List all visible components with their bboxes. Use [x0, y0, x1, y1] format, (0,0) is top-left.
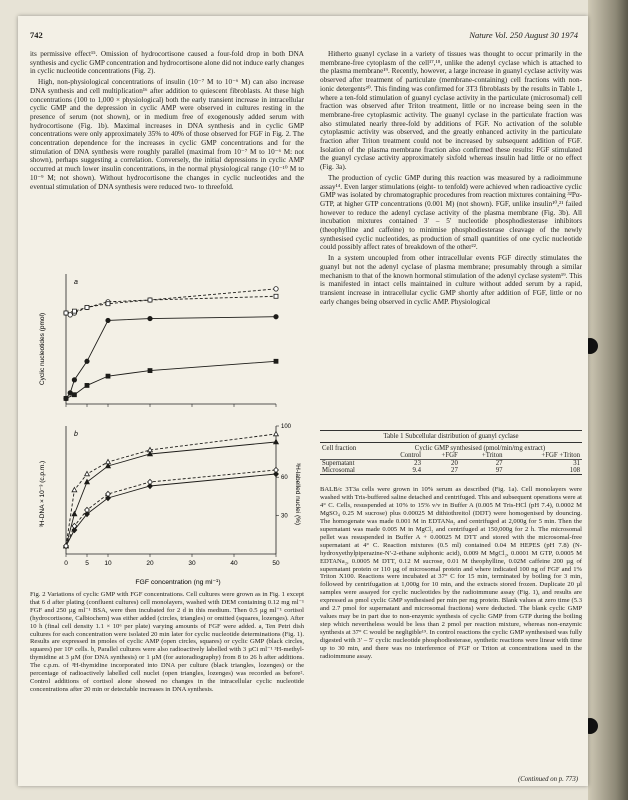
data-point: [85, 359, 89, 363]
col-header-fgf-triton: +FGF +Triton: [505, 452, 583, 460]
cell: 97: [460, 467, 505, 475]
cell: 9.4: [378, 467, 423, 475]
figure-2-chart: [30, 254, 304, 589]
data-point: [148, 298, 152, 302]
cell: 27: [423, 467, 460, 475]
series-line: [66, 317, 276, 399]
panel-b-label: b: [74, 431, 78, 438]
table-1: [320, 430, 582, 475]
continued-note: (Continued on p. 773): [517, 776, 578, 783]
data-point: [274, 359, 278, 363]
data-point: [85, 471, 90, 475]
row-label: Supernatant: [322, 460, 355, 467]
panel-b-ylabel: ³H-DNA × 10⁻³ (c.p.m.): [39, 460, 46, 528]
book-edge: [588, 0, 628, 800]
figure-caption: [30, 591, 304, 694]
col-header-triton: +Triton: [460, 452, 505, 460]
paragraph: its permissive effect¹⁵. Omission of hydrocortisone caused a four-fold drop in both DNA synthesis and cyclic GMP concentration and hydrocortisone alone did not induce early changes in cyclic nucleotide concentrations (Fig. 2).: [30, 50, 304, 76]
data-point: [72, 393, 76, 397]
series-line: [66, 442, 276, 546]
page-number: 742: [30, 30, 43, 40]
series-line: [66, 470, 276, 546]
x-tick-label: 10: [104, 560, 112, 567]
data-point: [106, 302, 110, 306]
y2-tick-label: 100: [281, 424, 292, 430]
paragraph: High, non-physiological concentrations of insulin (10⁻⁷ M to 10⁻⁶ M) can also increase DNA synthesis and cell multiplication¹⁶ after addition to quiescent fibroblasts. At these high concentrations (100 to 1,000 × physiological) both the early transient increase in intracellular cyclic GMP and the depression in cyclic AMP were observed in cultures resting in the presence of serum (not shown), or in medium free of exogenously added serum with hydrocortisone (Fig. 1b). Maximal increases in DNA synthesis and in cyclic GMP concentrations were only approximately 35% to 40% of those observed for FGF in Fig. 2. The concentration dependence for the increases in cyclic GMP concentrations and for the stimulation of DNA synthesis were roughly parallel (maximal from 10⁻⁷ M to 10⁻⁶ M: not shown), perhaps suggesting a correlation. Conversely, the initial depressions in cyclic AMP occurred at much lower insulin concentrations, in the normal physiological range (10⁻¹⁰ M to 10⁻⁹ M; not shown). Without hydrocortisone the changes in cyclic nucleotides and the eventual stimulation of DNA synthesis were reduced two- to threefold.: [30, 78, 304, 191]
data-point: [274, 294, 278, 298]
table-grid: [320, 445, 582, 475]
data-point: [68, 391, 72, 395]
cell: 20: [451, 460, 458, 467]
panel-a-label: a: [74, 279, 78, 286]
data-point: [68, 313, 72, 317]
x-axis-label: FGF concentration (ng ml⁻¹): [135, 579, 221, 586]
x-tick-label: 40: [230, 560, 238, 567]
col-header-fraction: Cell fraction: [322, 445, 357, 452]
right-column: [320, 50, 582, 308]
data-point: [148, 479, 153, 484]
data-point: [274, 439, 279, 443]
x-tick-label: 0: [64, 560, 68, 567]
table-title: Table 1 Subcellular distribution of guanyl cyclase: [320, 430, 582, 443]
caption-text: Fig. 2 Variations of cyclic GMP with FGF concentrations. Cell cultures were grown as in Fig. 1 except that 6 d after plating (confluent cultures) cell monolayers, washed with DEM containing 0.12 mg ml⁻¹ FGF and 250 µg ml⁻¹ BSA, were then incubated for 2 d in this medium. Then 0.5 µg ml⁻¹ cortisol (hydrocortisone, Calbiochem) was either added (circles, triangles) or omitted (squares, lozenges). After 10 h (final cell density 1.1 × 10⁶ per plate) varying amounts of FGF were added. a, Ten Petri dish cultures for each concentration were isolated 20 min later for cyclic nucleotide determinations (Fig. 1). Results are expressed in pmoles of cyclic AMP (open circles, squares) or cyclic GMP (black circles, squares) per 10⁶ cells. b, Parallel cultures were also radioactively labelled with 3 µCi ml⁻¹ ³H-methyl-thymidine at 3 µM (for DNA synthesis) or 1 µM (for autoradiography) from 8 to 26 h after additions. The c.p.m. of ³H-thymidine incorporated into DNA per culture (black triangles, lozenges) or the percentage of radioactively labelled cell nuclei (open triangles, lozenges) was recorded as before². Control additions of cortisol alone showed no changes in the intracellular cyclic nucleotide concentrations after 20 min or detectable increases in DNA synthesis.: [30, 591, 304, 693]
panel-a-ylabel: Cyclic nucleotides (pmol): [39, 312, 46, 386]
x-tick-label: 30: [188, 560, 196, 567]
journal-page: [18, 16, 588, 786]
table-row: [320, 460, 582, 468]
panel-b-y2label: ³H-labelled nuclei (%): [294, 462, 301, 526]
x-tick-label: 20: [146, 560, 154, 567]
data-point: [148, 369, 152, 373]
data-point: [106, 318, 110, 322]
series-line: [66, 289, 276, 315]
data-point: [72, 378, 76, 382]
data-point: [72, 487, 77, 491]
series-line: [66, 296, 276, 313]
data-point: [64, 311, 68, 315]
data-point: [274, 431, 279, 435]
series-line: [66, 434, 276, 546]
data-point: [148, 316, 152, 320]
data-point: [72, 309, 76, 313]
left-column: [30, 50, 304, 193]
data-point: [85, 507, 90, 512]
row-label: Microsomal: [320, 467, 378, 475]
series-line: [66, 361, 276, 398]
cell: 108: [505, 467, 583, 475]
data-point: [274, 315, 278, 319]
cell: 31: [573, 460, 580, 467]
cell: 27: [495, 460, 503, 467]
col-header-control: Control: [378, 452, 423, 460]
chart-marks: [64, 287, 279, 549]
cell: 23: [414, 460, 421, 467]
data-point: [72, 511, 77, 515]
journal-title: Nature Vol. 250 August 30 1974: [469, 30, 578, 40]
x-tick-label: 50: [272, 560, 280, 567]
data-point: [85, 383, 89, 387]
page-header: [30, 30, 578, 44]
data-point: [85, 479, 90, 483]
y2-tick-label: 60: [281, 475, 288, 482]
col-group-header: Cyclic GMP synthesised (pmol/min/mg extract): [414, 445, 546, 452]
paragraph: In a system uncoupled from other intracellular events FGF directly stimulates the guanyl but not the adenyl cyclase of plasma membrane; presumably through a similar mechanism to that of the known hormonal stimulation of the adenyl cyclase system¹⁹. This is manifested in intact cells maintained in culture without added serum by a rapid, transient increase in intracellular cyclic GMP shortly after addition of FGF, little or no early changes being observed in cyclic AMP. Physiological: [320, 254, 582, 306]
x-tick-label: 5: [85, 560, 89, 567]
table-methods-note: [320, 486, 582, 661]
paragraph: Hitherto guanyl cyclase in a variety of tissues was thought to occur primarily in the membrane-free cytoplasm of the cell¹⁷,¹⁸, unlike the adenyl cyclase which is attached to the plasma membrane¹⁹. Recently, however, a large increase in guanyl cyclase activity was observed after treatment of particulate (membrane-containing) cell fractions with non-ionic detergents²⁰. This finding was confirmed for 3T3 fibroblasts by the results in Table 1, where a ten-fold stimulation of guanyl cyclase activity in the particulate (microsomal) cell fraction was observed after Triton treatment, little or no increase being seen in the membrane-free cytoplasmic activity. The guanyl cyclase in the particulate fraction was also stimulated nearly three-fold by additions of FGF. No activation of the soluble cytoplasmic activity was observed, and the greatly enhanced activity in the particulate fraction after Triton treatment could not be increased by subsequent addition of FGF. Isolation of the plasma membrane fraction also confirmed these results: FGF stimulated the guanyl cyclase activity approximately sixfold whereas insulin had little or no effect (Fig. 3a).: [320, 50, 582, 172]
data-point: [106, 374, 110, 378]
figure-2: [30, 254, 304, 589]
table-row: [320, 467, 582, 475]
y2-tick-label: 30: [281, 513, 288, 520]
series-line: [66, 474, 276, 546]
data-point: [85, 305, 89, 309]
data-point: [64, 396, 68, 400]
col-header-fgf: +FGF: [423, 452, 460, 460]
paragraph: The production of cyclic GMP during this reaction was measured by a radioimmune assay¹⁴. Even larger stimulations (eight- to tenfold) were achieved when radioactive cyclic GMP was isolated by chromatographic procedures from reaction mixtures containing ³²Pα- GTP, at higher GTP concentrations (0.001 M) (not shown). FGF, unlike insulin¹⁰,²¹ failed however to reduce the adenyl cyclase activity of the plasma membrane (Fig. 3b). All incubation mixtures contained 3′ – 5′ nucleotide phosphodiesterase inhibitors (theophylline and caffeine) to minimise phosphodiesterase cleavage of the newly synthesised cyclic nucleotides, as production of small quantities of one cyclic nucleotide could possibly affect rates of breakdown of the other²².: [320, 173, 582, 252]
data-point: [274, 287, 278, 291]
methods-text: BALB/c 3T3a cells were grown in 10% serum as described (Fig. 1a). Cell monolayers were washed with Tris-buffered saline detached and centrifuged. This and subsequent operations were at 4° C. Cells, resuspended at 10% to 15% v/v in Buffer A (0.005 M Tris-HCl (pH 7.4), 0.0002 M MgSO₄ 0.25 M sucrose) plus 0.00025 M dithiothreitol (DDT) were homogenised by douncing. The homogenate was made 0.001 M in EDTANa₂ and centrifuged at 2,000g for 5 min. Then the supernatant was made 0.005 M in MgCl₂ and centrifuged at 150,000g for 2 h. The microsomal pellet was resuspended in Buffer A + 0.00025 M DTT and stored with the microsomal-free supernatant at 4° C. Reaction mixtures (0.5 ml) contained 0.04 M HEPES (pH 7.8) (N-hydroxyethylpiperazine-N′-2-ethane sulphonic acid), 0.009 M MgCl₂, 0.0001 M GTP, 0.0005 M EDTANa₂, 0.0005 M DTT, 0.12 M sucrose, 0.01 M theophylline, 0.02M caffeine 200 µg of supernatant protein or 110 µg of microsomal protein and where indicated 100 ng of FGF and 1% Triton X100. Reactions were incubated at 37° C for 15 min, terminated by boiling for 3 min, followed by centrifugation at 1,000g for 10 min, and the extracts stored frozen. Duplicate 20 µl samples were assayed for cyclic nucleotides by the radioimmune assay (Fig. 1), and results are expressed as pmol cyclic GMP synthesised per min per mg protein. Blank values at zero time (5.3 and 2.7 pmol for supernatant and microsomal fractions) were deducted. The blank cyclic GMP values may be in part due to non-enzymic synthesis of cyclic GMP from GTP during the boiling step which nevertheless would be less than 2 pmol per reaction mixture, whereas non-enzymic synthesis at 37° C would be negligible¹⁹. In control reactions the cyclic GMP synthesised was fully digested with 3′ – 5′ cyclic nucleotide phosphodiesterase, synthetic reactions were linear with time up to 30 min, and there was no interference of FGF or Triton at concentrations used in the radioimmune assay.: [320, 486, 582, 661]
data-point: [274, 467, 279, 472]
